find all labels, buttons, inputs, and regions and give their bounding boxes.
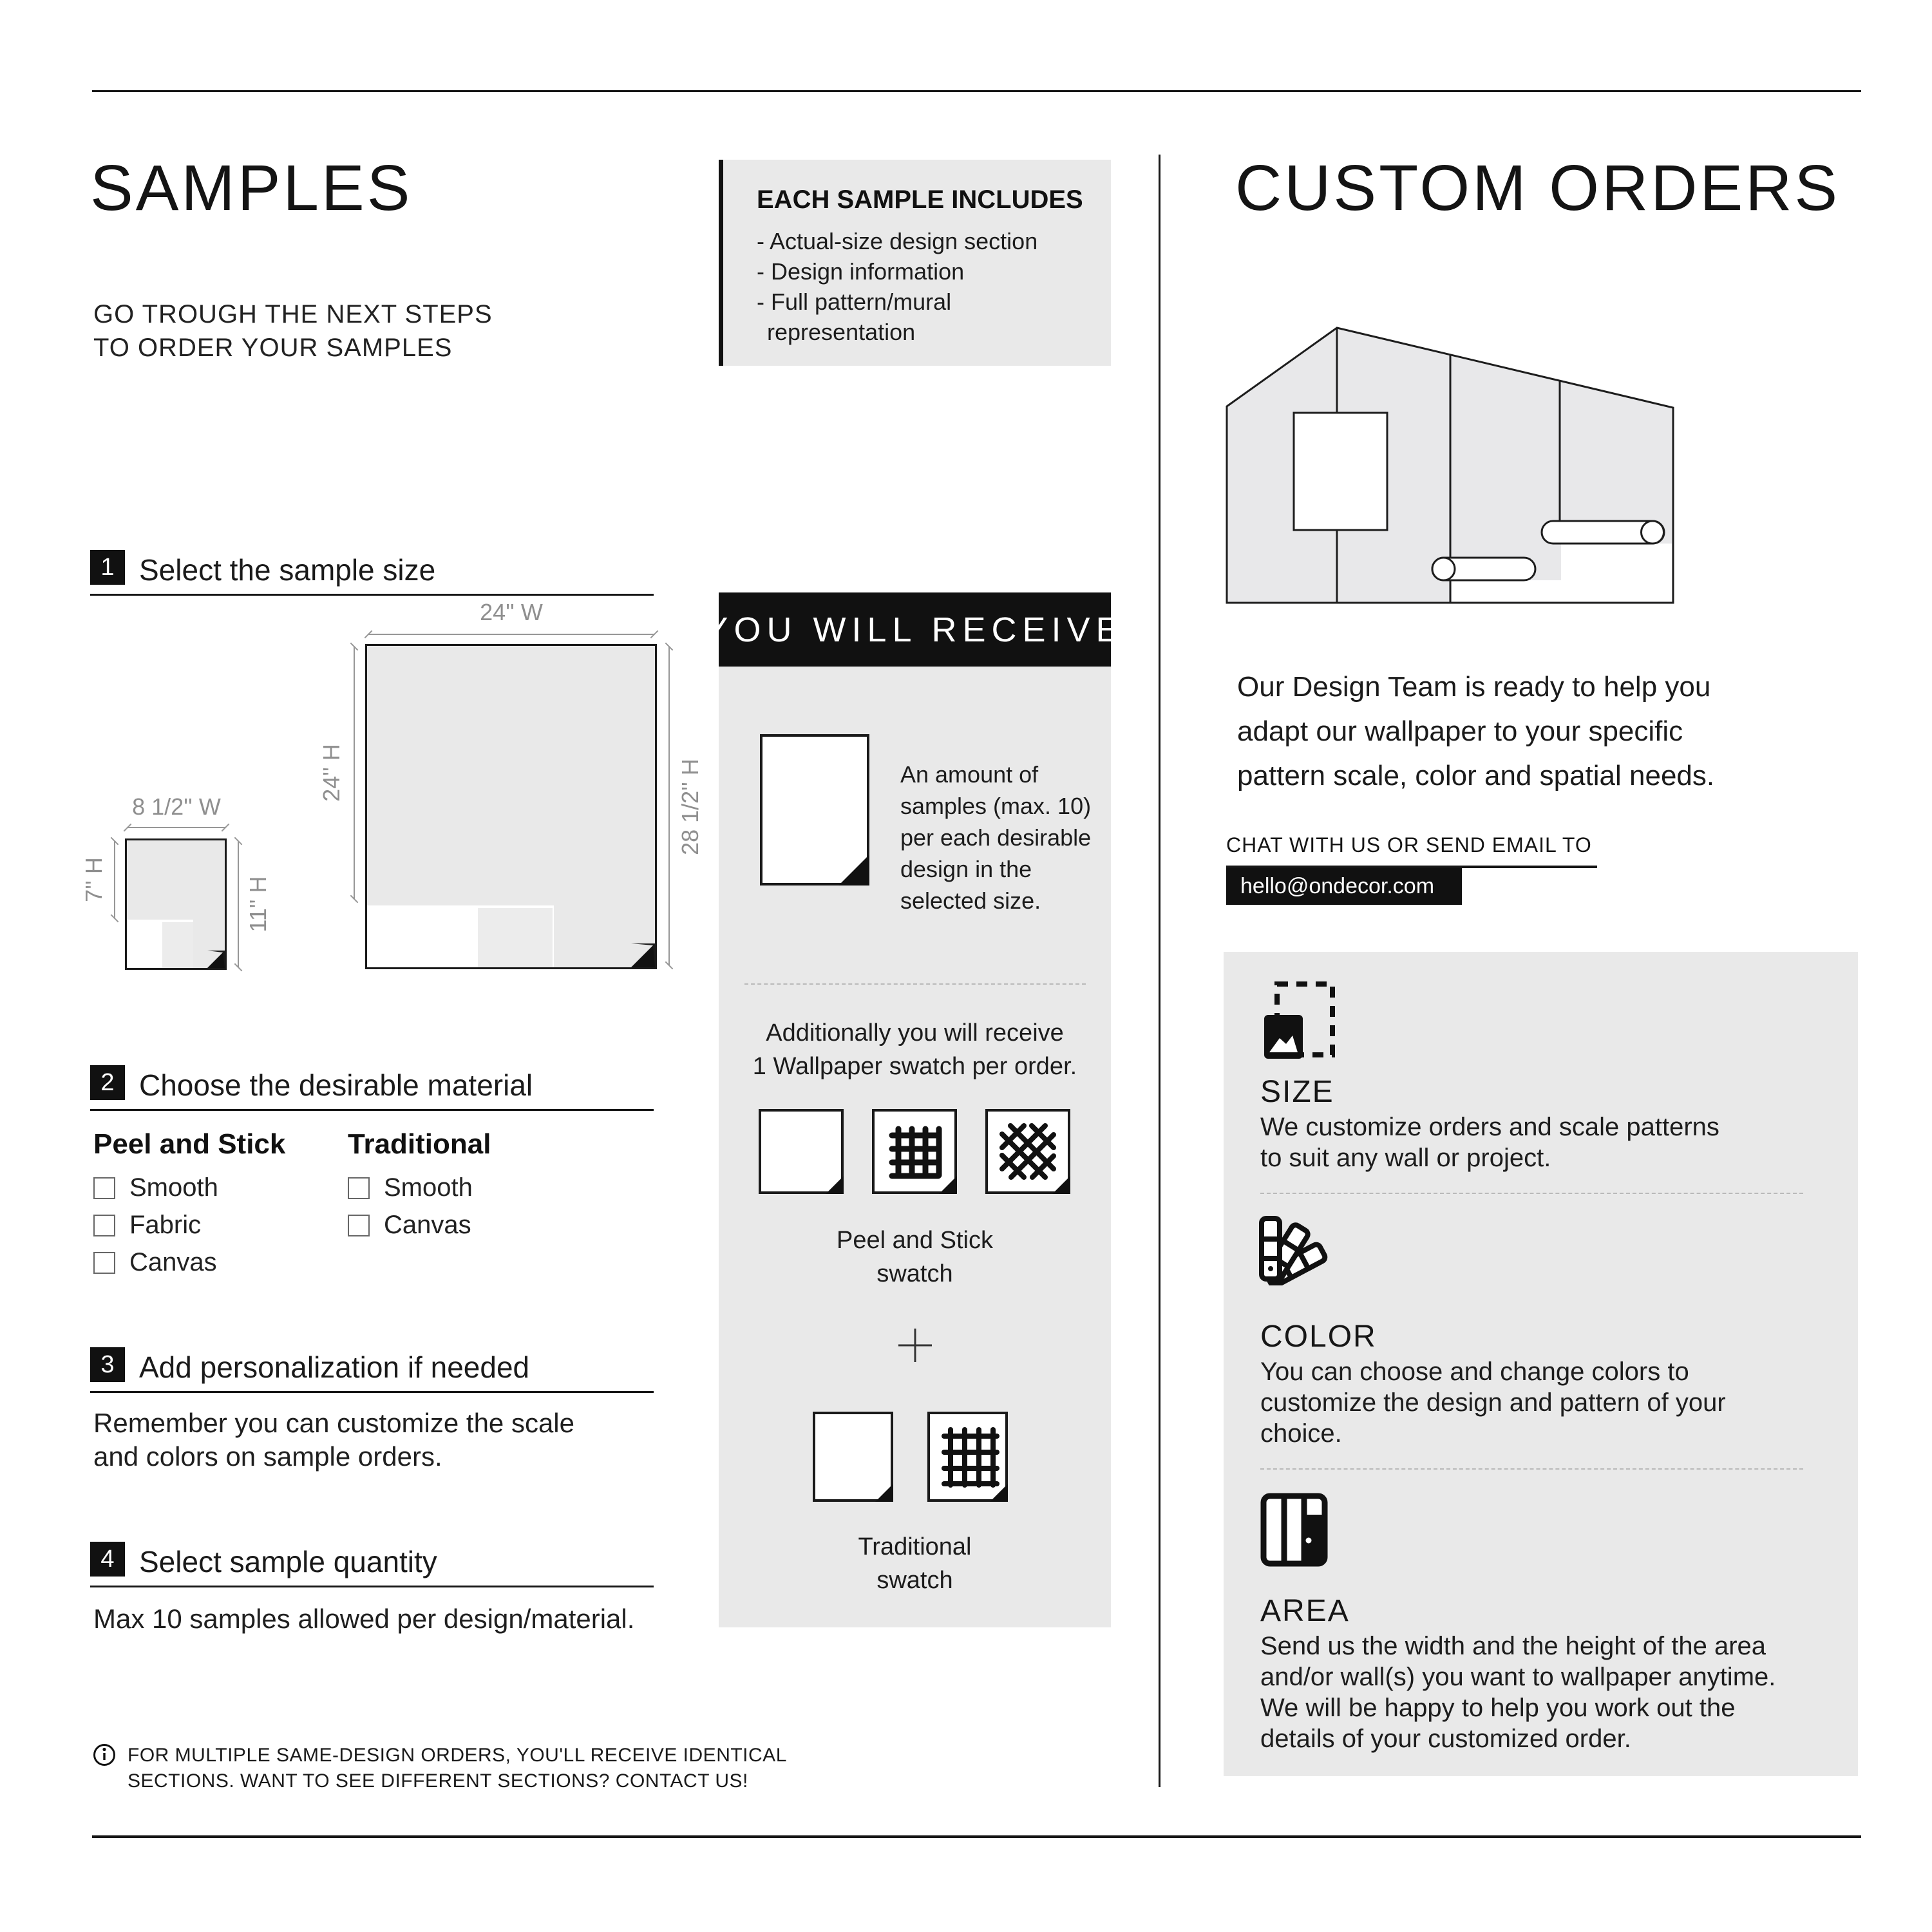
checkbox-icon[interactable] <box>93 1252 115 1274</box>
feature-size-line: We customize orders and scale patterns <box>1260 1113 1719 1141</box>
receive-samples-text <box>900 759 1091 916</box>
custom-intro-line2: adapt our wallpaper to your specific <box>1237 715 1683 747</box>
grid-page-swatch-icon <box>927 1412 1008 1502</box>
small-sample-left-dimline <box>114 841 115 918</box>
option-traditional-smooth[interactable] <box>348 1173 473 1202</box>
traditional-swatch-label-line1: Traditional <box>858 1533 972 1560</box>
wall-door-icon <box>1260 1493 1328 1567</box>
small-sample-width-label: 8 1/2'' W <box>132 793 221 820</box>
includes-item: representation <box>767 319 916 345</box>
receive-samples-line: selected size. <box>900 887 1041 914</box>
receive-samples-line: An amount of <box>900 761 1039 788</box>
feature-area-line: and/or wall(s) you want to wallpaper anytime. <box>1260 1663 1776 1691</box>
grid-swatch-icon <box>872 1109 957 1194</box>
receive-divider-dashed <box>744 983 1086 985</box>
receive-samples-line: per each desirable <box>900 824 1092 851</box>
you-will-receive-title: YOU WILL RECEIVE <box>705 610 1125 649</box>
step4-text: Max 10 samples allowed per design/material. <box>93 1604 635 1634</box>
large-sample-folded-corner-icon <box>631 943 655 967</box>
feature-area-name: AREA <box>1260 1594 1350 1628</box>
samples-title: SAMPLES <box>90 152 413 224</box>
step1-label: Select the sample size <box>139 553 436 587</box>
step3-underline <box>90 1391 654 1393</box>
step3-text-line1: Remember you can customize the scale <box>93 1408 574 1438</box>
large-sample-height-left-label: 24'' H <box>318 744 345 802</box>
step3-text-line2: and colors on sample orders. <box>93 1441 442 1472</box>
includes-item: - Full pattern/mural <box>757 289 952 315</box>
small-sample-diagram <box>125 838 227 970</box>
feature-area-line: details of your customized order. <box>1260 1725 1631 1753</box>
plain-page-swatch-icon <box>813 1412 893 1502</box>
small-sample-width-dimline <box>128 827 225 828</box>
includes-title: EACH SAMPLE INCLUDES <box>757 185 1083 214</box>
large-sample-height-right-label: 28 1/2'' H <box>677 759 703 855</box>
bottom-rule <box>92 1835 1861 1838</box>
peel-swatch-label <box>719 1224 1111 1291</box>
large-sample-diagram <box>365 644 657 969</box>
checkbox-icon[interactable] <box>93 1177 115 1199</box>
peel-swatch-label-line1: Peel and Stick <box>837 1227 993 1254</box>
color-swatch-fan-icon <box>1259 1216 1333 1285</box>
footnote-line2: SECTIONS. WANT TO SEE DIFFERENT SECTIONS? CONTACT US! <box>128 1770 748 1792</box>
step4-number: 4 <box>90 1542 125 1577</box>
step4-underline <box>90 1586 654 1587</box>
step4-label: Select sample quantity <box>139 1545 437 1578</box>
checkbox-label: Fabric <box>129 1211 202 1239</box>
feature-area-line: We will be happy to help you work out the <box>1260 1694 1736 1722</box>
step1-number: 1 <box>90 550 125 585</box>
receive-samples-line: design in the <box>900 856 1032 882</box>
checkbox-icon[interactable] <box>348 1177 370 1199</box>
email-link[interactable] <box>1226 868 1462 905</box>
custom-intro <box>1237 665 1714 798</box>
footnote-line1: FOR MULTIPLE SAME-DESIGN ORDERS, YOU'LL RECEIVE IDENTICAL <box>128 1745 787 1766</box>
each-sample-includes-box <box>719 160 1111 366</box>
small-sample-folded-corner-icon <box>207 951 225 968</box>
chat-label: CHAT WITH US OR SEND EMAIL TO <box>1226 833 1592 857</box>
feature-size-name: SIZE <box>1260 1075 1334 1109</box>
feature-color-text <box>1260 1356 1726 1449</box>
crosshatch-swatch-icon <box>985 1109 1070 1194</box>
material-traditional-title: Traditional <box>348 1128 491 1160</box>
plain-swatch-icon <box>759 1109 844 1194</box>
checkbox-icon[interactable] <box>348 1215 370 1236</box>
house-wallpaper-illustration <box>1220 316 1678 605</box>
receive-additional-line1: Additionally you will receive <box>766 1019 1064 1046</box>
step2-label: Choose the desirable material <box>139 1068 533 1102</box>
checkbox-label: Smooth <box>129 1173 218 1202</box>
receive-additional-text <box>719 1016 1111 1083</box>
email-text: hello@ondecor.com <box>1240 874 1435 898</box>
feature-area-line: Send us the width and the height of the area <box>1260 1632 1766 1660</box>
step2-number: 2 <box>90 1065 125 1100</box>
feature-color-name: COLOR <box>1260 1320 1377 1354</box>
option-peel-canvas[interactable] <box>93 1248 217 1277</box>
feature-area-text <box>1260 1631 1776 1754</box>
checkbox-icon[interactable] <box>93 1215 115 1236</box>
feature-color-line: choice. <box>1260 1419 1342 1448</box>
receive-additional-line2: 1 Wallpaper swatch per order. <box>752 1053 1077 1080</box>
large-sample-left-dimline <box>354 647 355 899</box>
feature-color-line: You can choose and change colors to <box>1260 1358 1689 1386</box>
custom-intro-line3: pattern scale, color and spatial needs. <box>1237 760 1715 791</box>
feature-size-text <box>1260 1112 1719 1173</box>
features-divider-1 <box>1260 1193 1803 1194</box>
material-peel-title: Peel and Stick <box>93 1128 286 1160</box>
checkbox-label: Canvas <box>384 1211 471 1239</box>
sample-page-icon <box>760 734 869 886</box>
small-sample-height-right-label: 11'' H <box>245 876 271 933</box>
custom-orders-title: CUSTOM ORDERS <box>1235 152 1841 224</box>
step1-underline <box>90 594 654 596</box>
includes-item: - Actual-size design section <box>757 228 1038 254</box>
info-icon <box>92 1743 117 1767</box>
column-divider <box>1159 155 1160 1787</box>
traditional-swatch-label-line2: swatch <box>876 1567 953 1594</box>
checkbox-label: Canvas <box>129 1248 217 1276</box>
large-sample-width-label: 24'' W <box>480 599 543 625</box>
traditional-swatch-label <box>719 1530 1111 1597</box>
large-sample-right-dimline <box>668 647 670 965</box>
checkbox-label: Smooth <box>384 1173 473 1202</box>
includes-item: - Design information <box>757 258 965 285</box>
option-peel-smooth[interactable] <box>93 1173 218 1202</box>
plus-icon <box>896 1327 934 1364</box>
footnote <box>128 1743 787 1794</box>
option-peel-fabric[interactable] <box>93 1211 201 1240</box>
large-sample-width-dimline <box>368 634 654 635</box>
image-crop-icon <box>1260 979 1338 1063</box>
step2-underline <box>90 1109 654 1111</box>
peel-swatch-label-line2: swatch <box>876 1260 953 1287</box>
option-traditional-canvas[interactable] <box>348 1211 471 1240</box>
feature-size-line: to suit any wall or project. <box>1260 1144 1551 1172</box>
step3-number: 3 <box>90 1347 125 1382</box>
features-divider-2 <box>1260 1468 1803 1470</box>
large-sample-section-patch <box>478 908 553 967</box>
receive-samples-line: samples (max. 10) <box>900 793 1092 819</box>
top-rule <box>92 90 1861 92</box>
custom-intro-line1: Our Design Team is ready to help you <box>1237 671 1711 703</box>
small-sample-right-dimline <box>238 841 239 967</box>
samples-intro-line2: TO ORDER YOUR SAMPLES <box>93 334 453 362</box>
you-will-receive-header <box>705 592 1125 667</box>
small-sample-height-left-label: 7'' H <box>80 857 107 902</box>
small-sample-section-patch <box>162 922 193 968</box>
samples-intro <box>93 298 493 365</box>
samples-intro-line1: GO TROUGH THE NEXT STEPS <box>93 300 493 328</box>
step3-text <box>93 1406 574 1473</box>
step3-label: Add personalization if needed <box>139 1350 530 1384</box>
feature-color-line: customize the design and pattern of your <box>1260 1388 1726 1417</box>
